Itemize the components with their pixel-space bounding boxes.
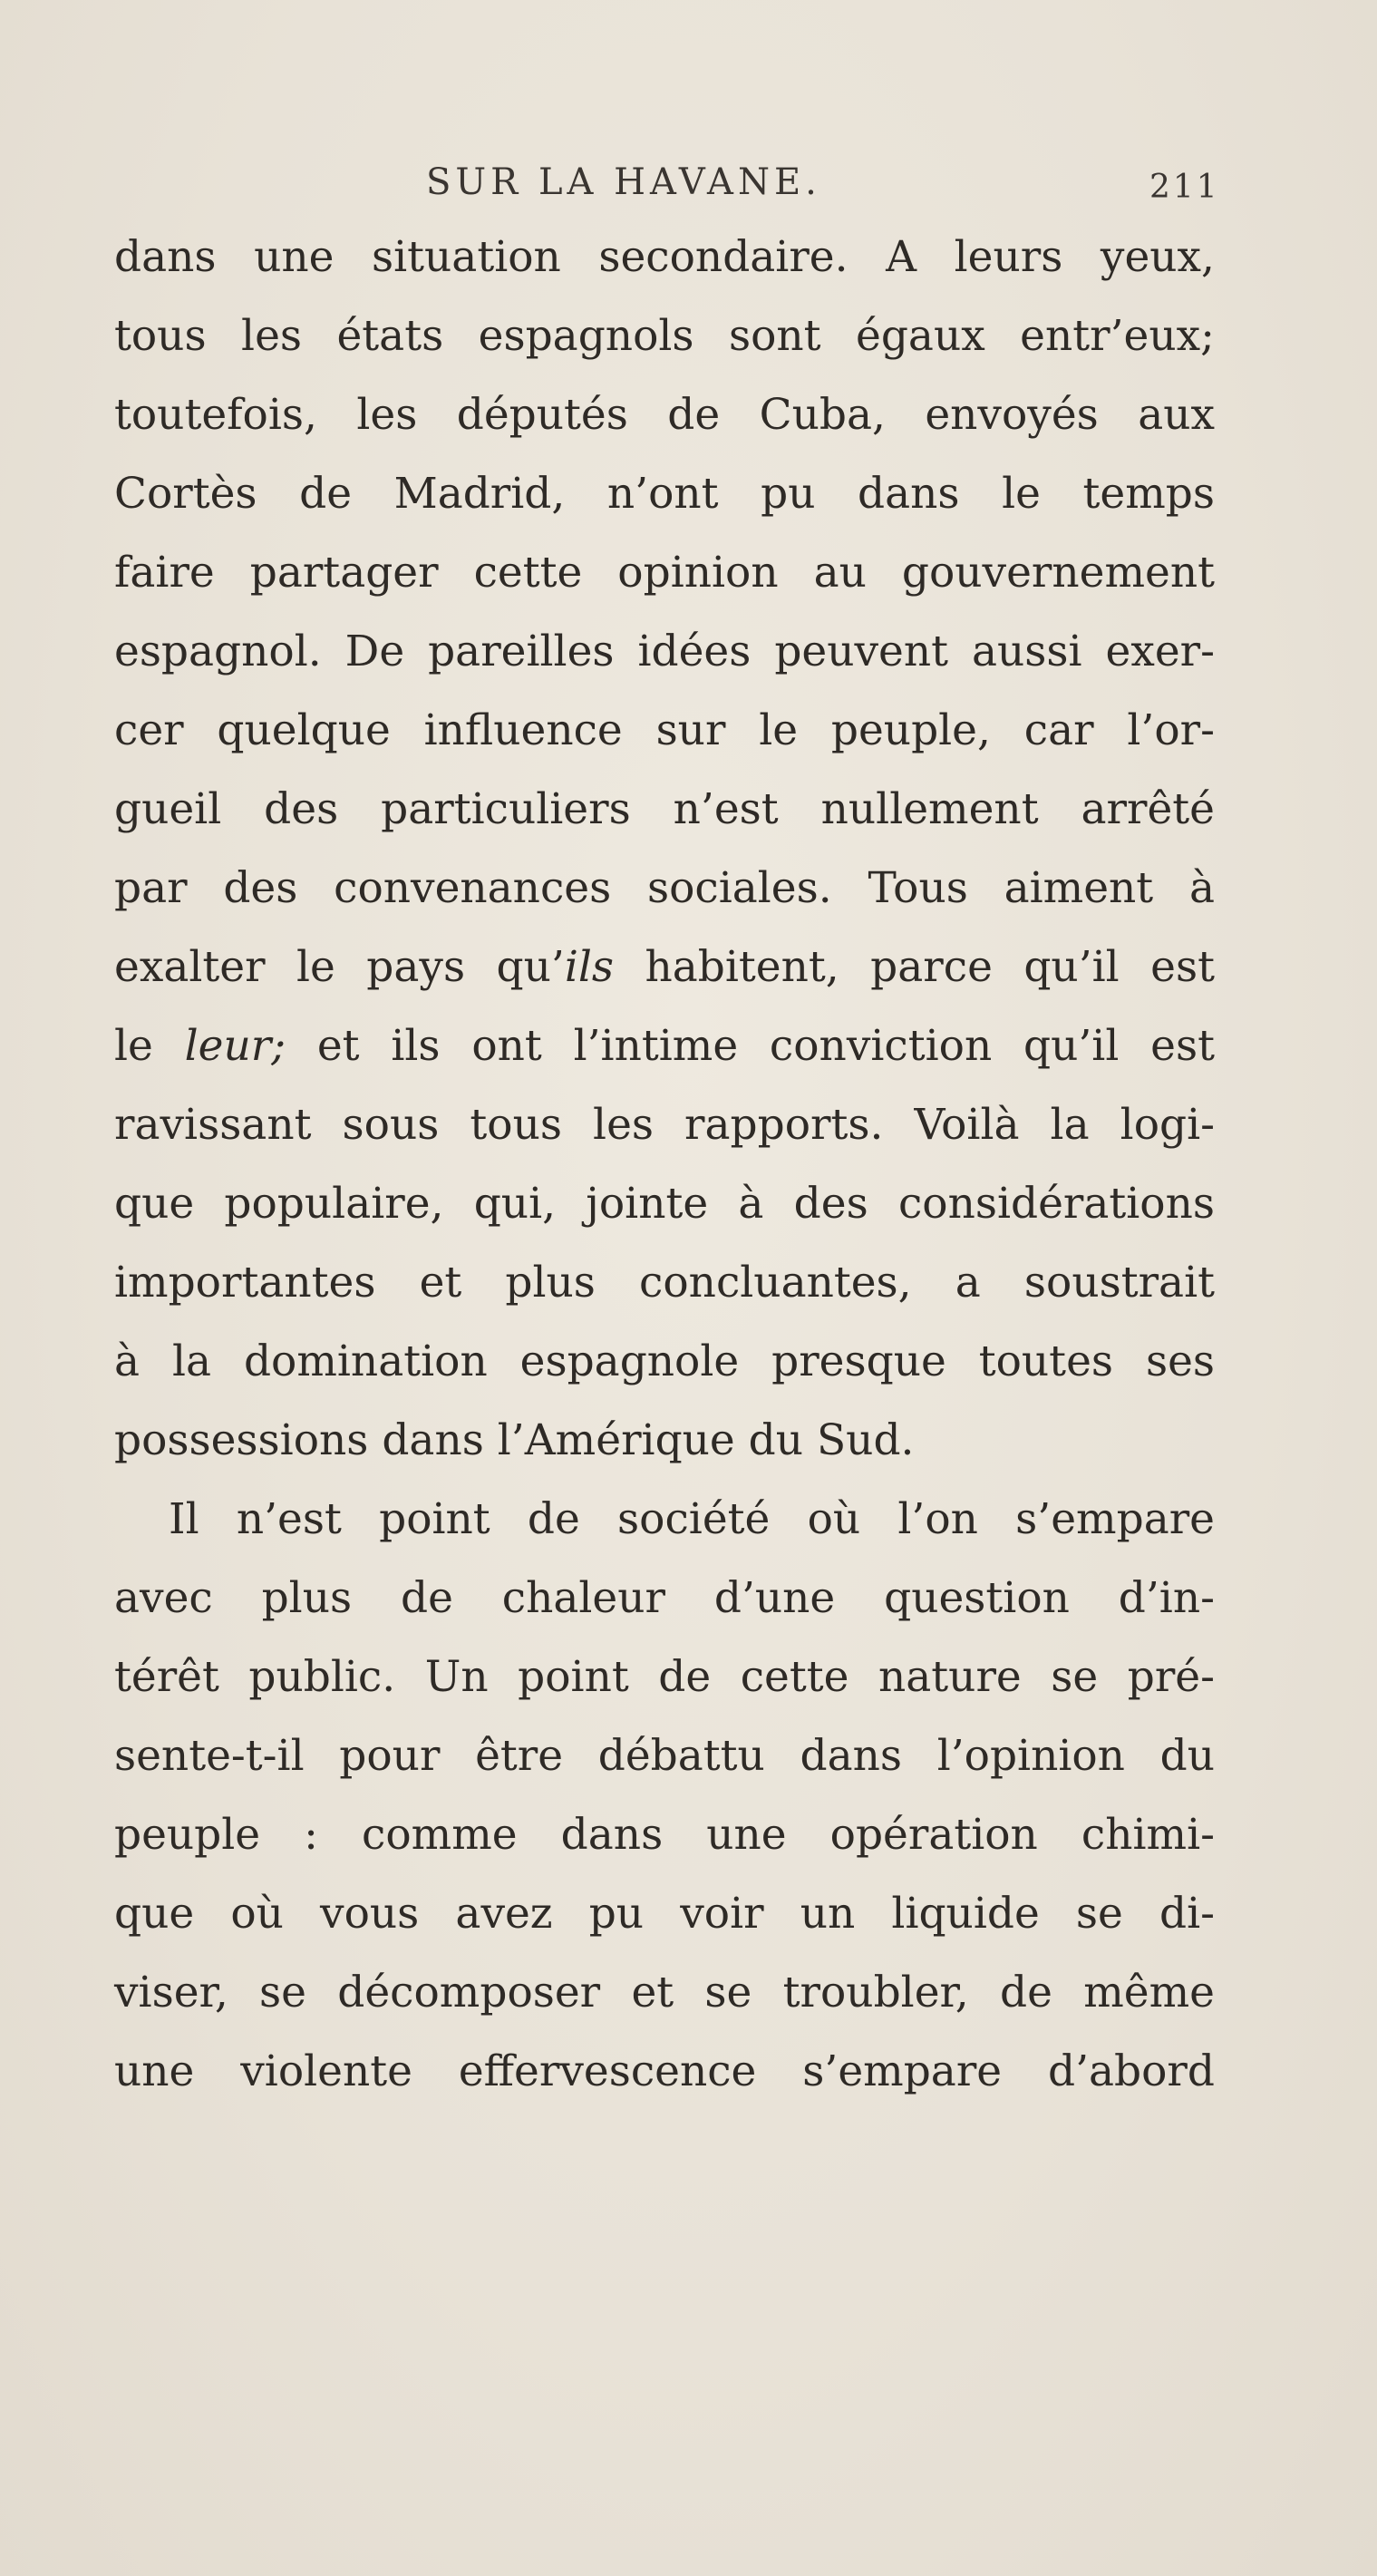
- italic-word: ils: [564, 942, 615, 992]
- text-line: sente-t-il pour être débattu dans l’opinion du: [114, 1731, 1215, 1781]
- text-line: peuple : comme dans une opération chimi-: [114, 1810, 1215, 1860]
- text-line: faire partager cette opinion au gouvernement: [114, 548, 1215, 598]
- text-run: et ils ont l’intime conviction qu’il est: [286, 1021, 1215, 1071]
- text-run: habitent, parce qu’il est: [614, 942, 1215, 992]
- text-line: importantes et plus concluantes, a soustrait: [114, 1258, 1215, 1307]
- text-line: térêt public. Un point de cette nature se pré-: [114, 1652, 1215, 1702]
- body-text: [114, 218, 1215, 2111]
- text-line: toutefois, les députés de Cuba, envoyés aux: [114, 390, 1215, 440]
- page-number: 211: [1149, 169, 1220, 206]
- text-line: cer quelque influence sur le peuple, car l’or-: [114, 705, 1215, 755]
- text-line: que populaire, qui, jointe à des considérations: [114, 1179, 1215, 1229]
- text-line: que où vous avez pu voir un liquide se di-: [114, 1889, 1215, 1939]
- text-line: à la domination espagnole presque toutes ses: [114, 1337, 1215, 1386]
- text-line: Il n’est point de société où l’on s’empare: [169, 1494, 1215, 1544]
- text-run: le: [114, 1021, 185, 1071]
- text-line: espagnol. De pareilles idées peuvent aussi exer-: [114, 627, 1215, 676]
- text-line: avec plus de chaleur d’une question d’in-: [114, 1573, 1215, 1623]
- italic-word: leur;: [184, 1021, 286, 1071]
- text-run: exalter le pays qu’: [114, 942, 565, 992]
- text-line: [114, 928, 1215, 1006]
- text-line: par des convenances sociales. Tous aiment à: [114, 863, 1215, 913]
- text-line: une violente effervescence s’empare d’abord: [114, 2046, 1215, 2096]
- text-line: Cortès de Madrid, n’ont pu dans le temps: [114, 469, 1215, 519]
- text-line: gueil des particuliers n’est nullement arrêté: [114, 784, 1215, 834]
- running-title: SUR LA HAVANE.: [426, 161, 821, 203]
- text-line: viser, se décomposer et se troubler, de même: [114, 1968, 1215, 2017]
- text-line: ravissant sous tous les rapports. Voilà la logi-: [114, 1100, 1215, 1150]
- text-line: dans une situation secondaire. A leurs yeux,: [114, 232, 1215, 282]
- text-line: [114, 1006, 1215, 1085]
- text-line: possessions dans l’Amérique du Sud.: [114, 1415, 915, 1465]
- text-line: tous les états espagnols sont égaux entr’eux;: [114, 311, 1215, 361]
